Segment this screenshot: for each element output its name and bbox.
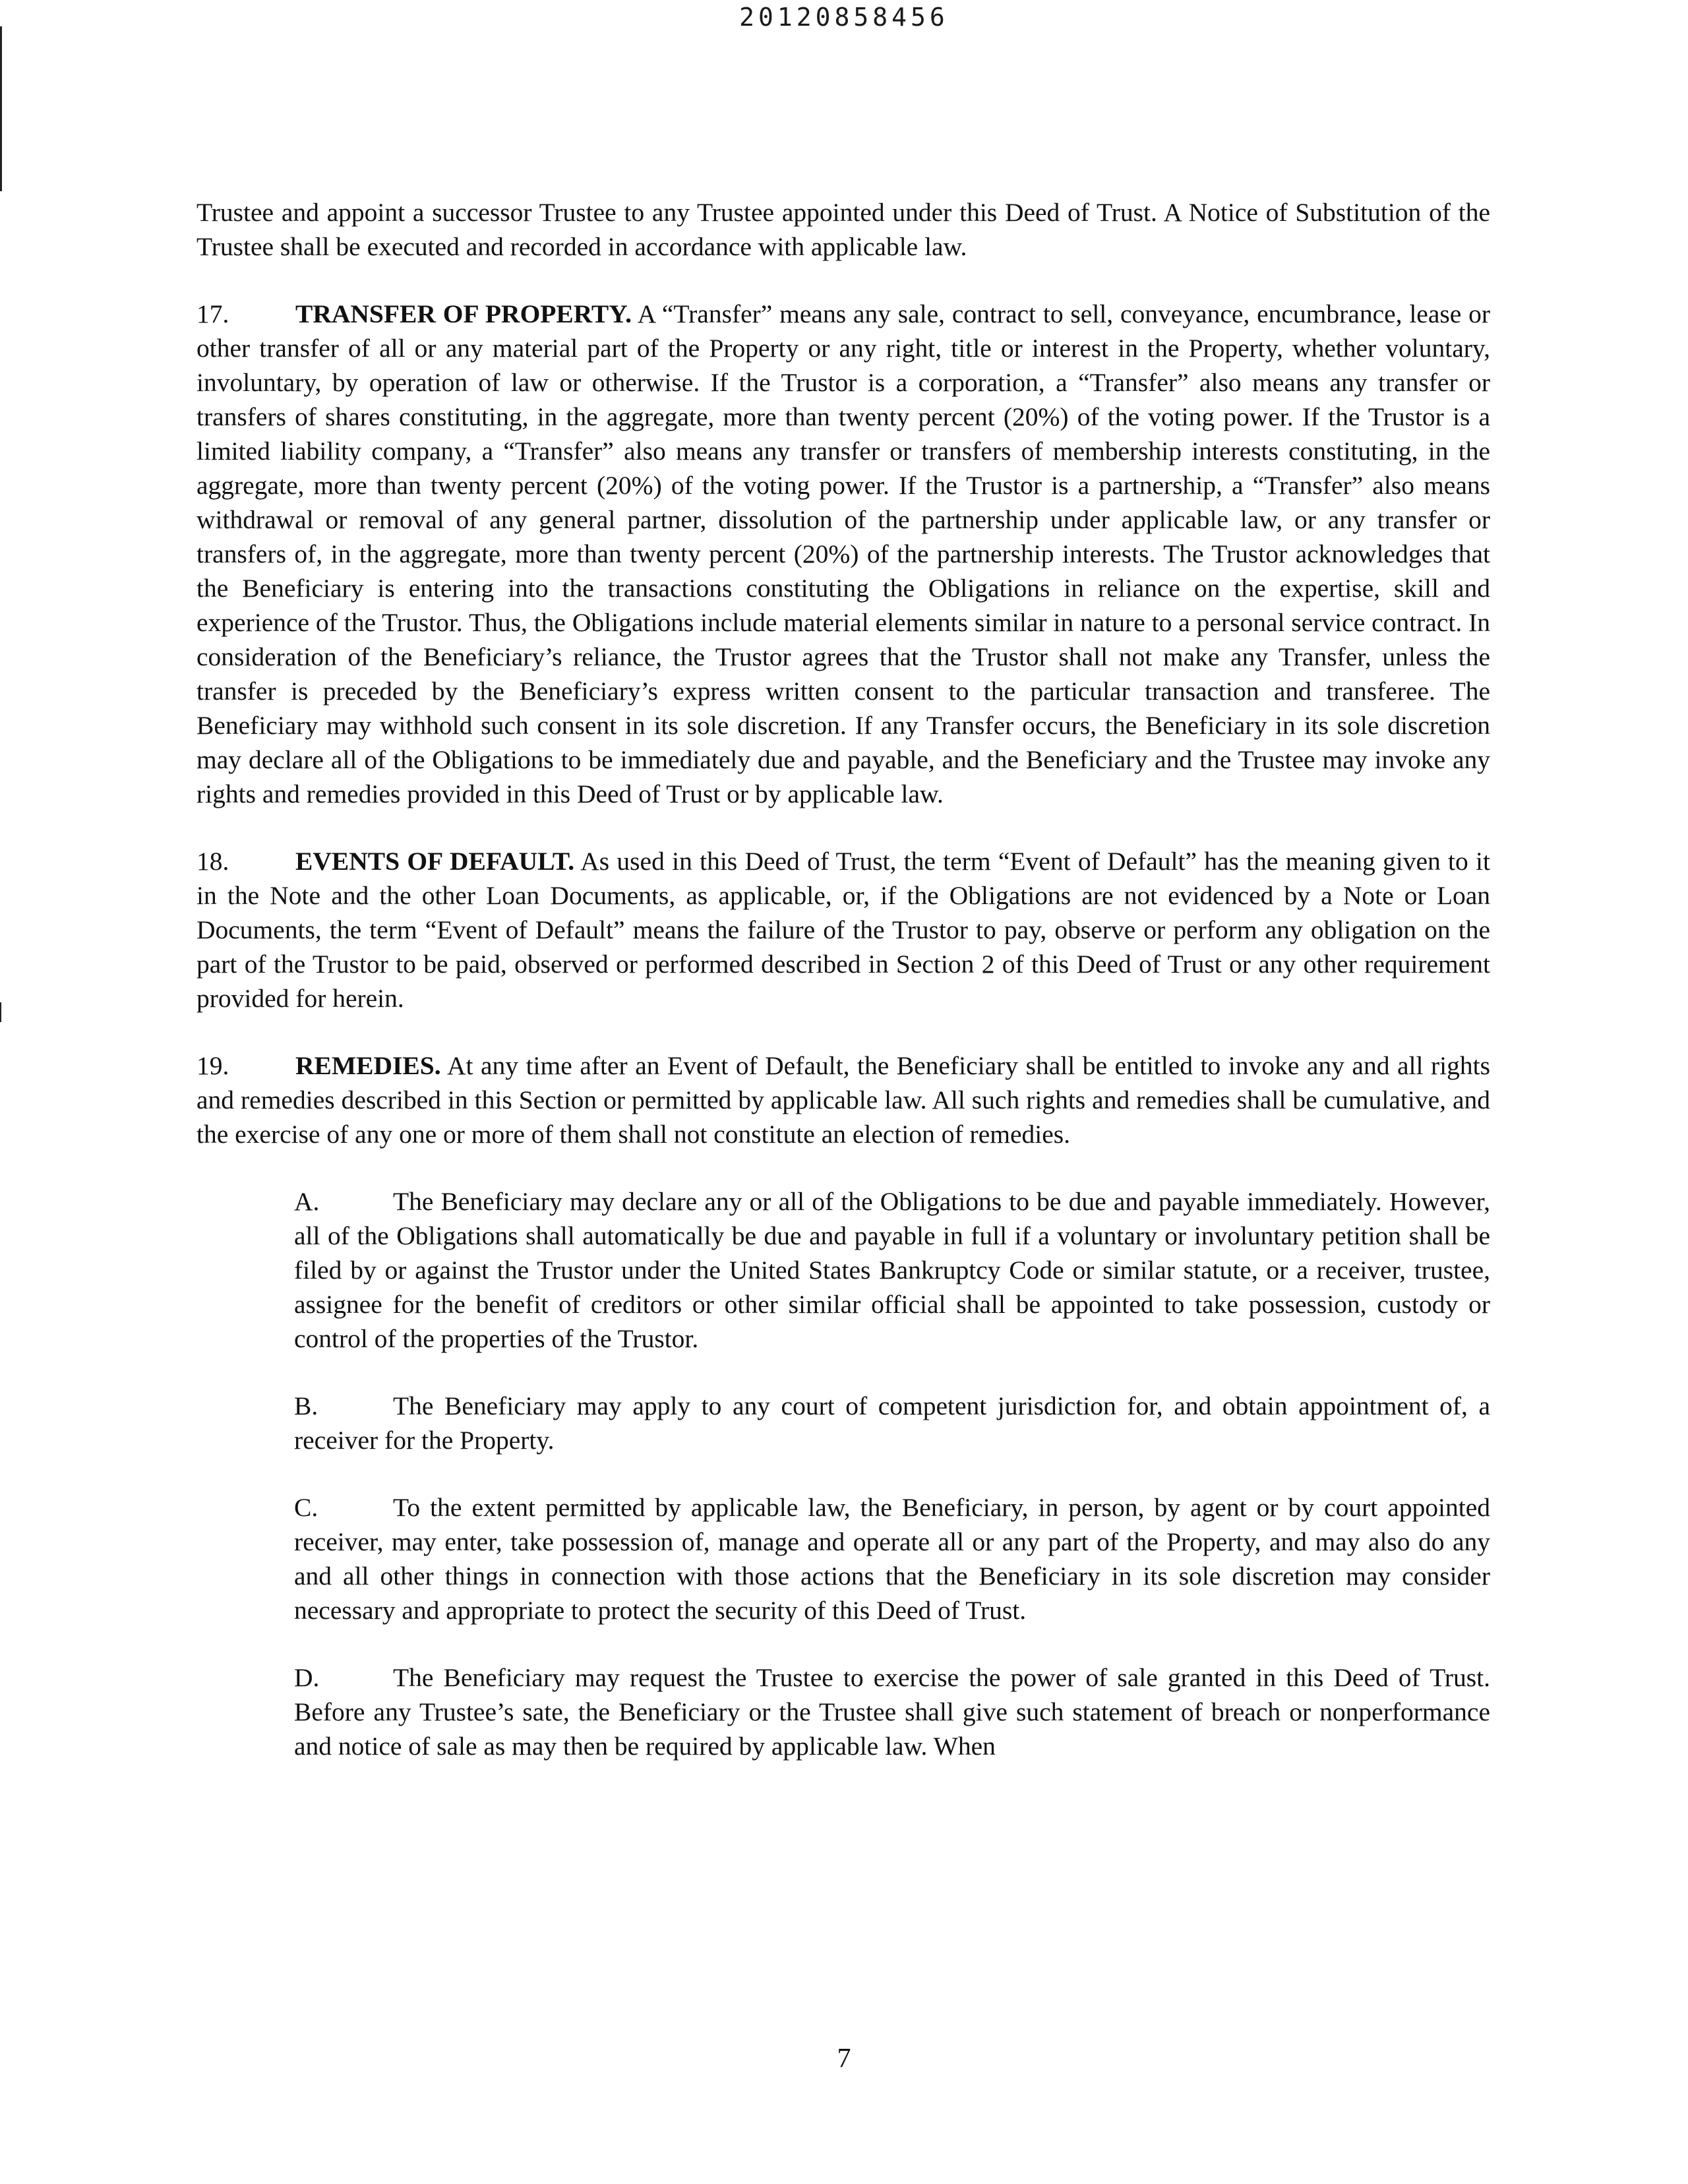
section-heading: REMEDIES.	[295, 1051, 441, 1080]
section-number: 19.	[196, 1051, 229, 1080]
subsection-letter: D.	[294, 1663, 320, 1692]
section-18	[196, 844, 1490, 1016]
section-heading: TRANSFER OF PROPERTY.	[295, 299, 632, 328]
section-17	[196, 297, 1490, 811]
subsection-c	[294, 1490, 1490, 1627]
section-text: A “Transfer” means any sale, contract to sell, conveyance, encumbrance, lease or other transfer of all or any material part of the Property or any right, title or interest in the Property, whether voluntary, involuntary, by operation of law or otherwise. If the Trustor is a corporation, a “Transfer” also means any transfer or transfers of shares constituting, in the aggregate, more than twenty percent (20%) of the voting power. If the Trustor is a limited liability company, a “Transfer” also means any transfer or transfers of membership interests constituting, in the aggregate, more than twenty percent (20%) of the voting power. If the Trustor is a partnership, a “Transfer” also means withdrawal or removal of any general partner, dissolution of the partnership under applicable law, or any transfer or transfers of, in the aggregate, more than twenty percent (20%) of the partnership interests. The Trustor acknowledges that the Beneficiary is entering into the transactions constituting the Obligations in reliance on the expertise, skill and experience of the Trustor. Thus, the Obligations include material elements similar in nature to a personal service contract. In consideration of the Beneficiary’s reliance, the Trustor agrees that the Trustor shall not make any Transfer, unless the transfer is preceded by the Beneficiary’s express written consent to the particular transaction and transferee. The Beneficiary may withhold such consent in its sole discretion. If any Transfer occurs, the Beneficiary in its sole discretion may declare all of the Obligations to be immediately due and payable, and the Beneficiary and the Trustee may invoke any rights and remedies provided in this Deed of Trust or by applicable law.	[196, 299, 1491, 808]
section-19	[196, 1048, 1490, 1151]
section-text: At any time after an Event of Default, the Beneficiary shall be entitled to invoke any and all rights and remedies described in this Section or permitted by applicable law. All such rights and remedies shall be cumulative, and the exercise of any one or more of them shall not constitute an election of remedies.	[196, 1051, 1490, 1149]
document-body	[196, 195, 1490, 1796]
intro-paragraph: Trustee and appoint a successor Trustee to any Trustee appointed under this Deed of Trust. A Notice of Substitution of the Trustee shall be executed and recorded in accordance with applicable law.	[196, 198, 1490, 261]
section-number: 18.	[196, 847, 229, 876]
subsection-a	[294, 1184, 1490, 1356]
subsection-letter: A.	[294, 1187, 320, 1216]
subsection-letter: C.	[294, 1493, 318, 1522]
section-number: 17.	[196, 299, 229, 328]
subsection-text: To the extent permitted by applicable law, the Beneficiary, in person, by agent or by court appointed receiver, may enter, take possession of, manage and operate all or any part of the Property, and may also do any and all other things in connection with those actions that the Beneficiary in its sole discretion may consider necessary and appropriate to protect the security of this Deed of Trust.	[294, 1493, 1490, 1625]
section-text: As used in this Deed of Trust, the term “Event of Default” has the meaning given to it in the Note and the other Loan Documents, as applicable, or, if the Obligations are not evidenced by a Note or Loan Documents, the term “Event of Default” means the failure of the Trustor to pay, observe or perform any obligation on the part of the Trustor to be paid, observed or performed described in Section 2 of this Deed of Trust or any other requirement provided for herein.	[196, 847, 1491, 1013]
section-heading: EVENTS OF DEFAULT.	[295, 847, 575, 876]
document-number: 20120858456	[739, 3, 949, 32]
subsection-b	[294, 1389, 1490, 1457]
scan-edge-mark	[0, 1002, 1, 1022]
subsection-letter: B.	[294, 1391, 318, 1420]
subsection-d	[294, 1660, 1490, 1763]
scan-edge-mark	[0, 26, 2, 191]
subsection-text: The Beneficiary may apply to any court of competent jurisdiction for, and obtain appointment of, a receiver for the Property.	[294, 1391, 1490, 1455]
subsection-text: The Beneficiary may request the Trustee to exercise the power of sale granted in this Deed of Trust. Before any Trustee’s sate, the Beneficiary or the Trustee shall give such statement of breach or nonperformance and notice of sale as may then be required by applicable law. When	[294, 1663, 1490, 1761]
page-number: 7	[837, 2044, 851, 2074]
subsection-text: The Beneficiary may declare any or all of the Obligations to be due and payable immediately. However, all of the Obligations shall automatically be due and payable in full if a voluntary or involuntary petition shall be filed by or against the Trustor under the United States Bankruptcy Code or similar statute, or a receiver, trustee, assignee for the benefit of creditors or other similar official shall be appointed to take possession, custody or control of the properties of the Trustor.	[294, 1187, 1490, 1353]
